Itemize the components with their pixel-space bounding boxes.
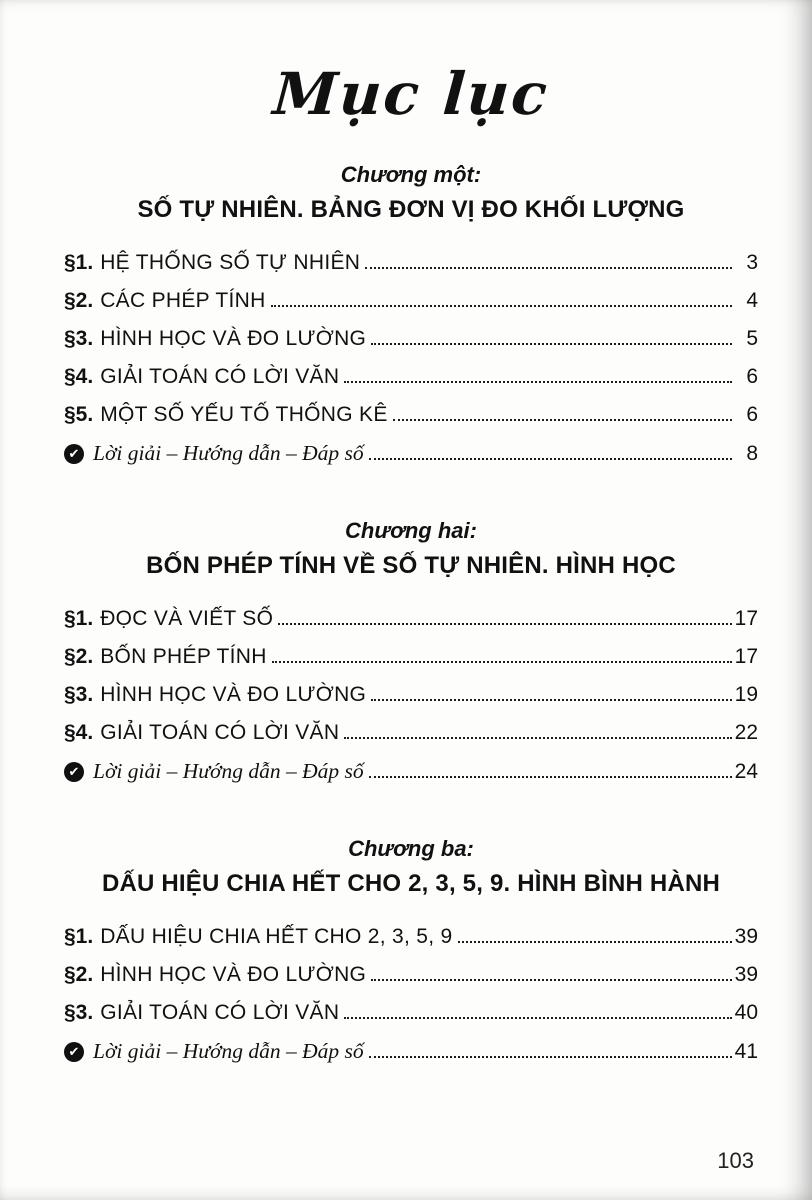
chapter-section: [64, 162, 758, 464]
entry-page-number: 39: [734, 963, 758, 986]
toc-entry: [64, 290, 758, 312]
dotted-leader: [393, 419, 732, 421]
dotted-leader: [344, 1017, 732, 1019]
entry-text: GIẢI TOÁN CÓ LỜI VĂN: [100, 721, 340, 744]
entry-text: HÌNH HỌC VÀ ĐO LƯỜNG: [100, 683, 367, 706]
solution-page-number: 41: [734, 1040, 758, 1063]
dotted-leader: [278, 623, 732, 625]
chapter-label: Chương một:: [340, 162, 482, 187]
chapter-entries: [64, 926, 758, 1062]
table-of-contents: [64, 162, 758, 1062]
solution-page-number: 8: [746, 442, 758, 465]
dotted-leader: [271, 305, 732, 307]
chapter-title: SỐ TỰ NHIÊN. BẢNG ĐƠN VỊ ĐO KHỐI LƯỢNG: [137, 196, 685, 223]
entry-prefix: §1.: [64, 607, 94, 630]
entry-text: HỆ THỐNG SỐ TỰ NHIÊN: [100, 251, 361, 274]
toc-entry: [64, 684, 758, 706]
dotted-leader: [371, 699, 732, 701]
entry-page-number: 39: [734, 925, 758, 948]
entry-text: HÌNH HỌC VÀ ĐO LƯỜNG: [100, 963, 367, 986]
entry-prefix: §3.: [64, 683, 94, 706]
toc-entry: [64, 252, 758, 274]
entry-text: CÁC PHÉP TÍNH: [100, 289, 266, 312]
entry-text: MỘT SỐ YẾU TỐ THỐNG KÊ: [100, 403, 388, 426]
entry-prefix: §4.: [64, 365, 94, 388]
dotted-leader: [272, 661, 732, 663]
entry-prefix: §2.: [64, 289, 94, 312]
entry-page-number: 40: [734, 1001, 758, 1024]
check-icon: ✔: [64, 762, 84, 782]
entry-page-number: 3: [746, 251, 758, 274]
entry-prefix: §1.: [64, 925, 94, 948]
dotted-leader: [371, 979, 732, 981]
entry-page-number: 4: [746, 289, 758, 312]
toc-entry: [64, 926, 758, 948]
entry-text: ĐỌC VÀ VIẾT SỐ: [100, 607, 274, 630]
dotted-leader: [369, 458, 732, 460]
chapter-title: BỐN PHÉP TÍNH VỀ SỐ TỰ NHIÊN. HÌNH HỌC: [146, 552, 676, 579]
entry-text: GIẢI TOÁN CÓ LỜI VĂN: [100, 365, 340, 388]
dotted-leader: [369, 776, 732, 778]
chapter-section: [64, 518, 758, 782]
toc-entry: [64, 404, 758, 426]
solution-text: Lời giải – Hướng dẫn – Đáp số: [93, 759, 364, 783]
entry-page-number: 17: [734, 645, 758, 668]
chapter-label: Chương ba:: [348, 836, 474, 861]
toc-entry: [64, 646, 758, 668]
solution-text: Lời giải – Hướng dẫn – Đáp số: [93, 1039, 364, 1063]
toc-entry: [64, 366, 758, 388]
toc-entry: [64, 964, 758, 986]
entry-prefix: §5.: [64, 403, 94, 426]
solution-page-number: 24: [734, 760, 758, 783]
entry-prefix: §3.: [64, 1001, 94, 1024]
entry-page-number: 17: [734, 607, 758, 630]
dotted-leader: [458, 941, 732, 943]
entry-text: DẤU HIỆU CHIA HẾT CHO 2, 3, 5, 9: [100, 925, 453, 948]
toc-entry: [64, 328, 758, 350]
solution-entry: [64, 1040, 758, 1062]
toc-entry: [64, 1002, 758, 1024]
dotted-leader: [344, 737, 732, 739]
chapter-section: [64, 836, 758, 1062]
entry-page-number: 5: [746, 327, 758, 350]
entry-prefix: §2.: [64, 645, 94, 668]
entry-text: GIẢI TOÁN CÓ LỜI VĂN: [100, 1001, 340, 1024]
dotted-leader: [371, 343, 732, 345]
page-title: Mục lục: [270, 60, 552, 128]
entry-text: HÌNH HỌC VÀ ĐO LƯỜNG: [100, 327, 367, 350]
chapter-entries: [64, 608, 758, 782]
solution-entry: [64, 760, 758, 782]
page-number: 103: [717, 1148, 754, 1173]
dotted-leader: [344, 381, 732, 383]
toc-entry: [64, 722, 758, 744]
entry-page-number: 6: [746, 365, 758, 388]
check-icon: ✔: [64, 444, 84, 464]
dotted-leader: [365, 267, 732, 269]
entry-page-number: 22: [734, 721, 758, 744]
dotted-leader: [369, 1056, 732, 1058]
chapter-label: Chương hai:: [345, 518, 477, 543]
solution-entry: [64, 442, 758, 464]
chapter-entries: [64, 252, 758, 464]
entry-prefix: §1.: [64, 251, 94, 274]
entry-page-number: 19: [734, 683, 758, 706]
entry-prefix: §3.: [64, 327, 94, 350]
toc-entry: [64, 608, 758, 630]
entry-prefix: §4.: [64, 721, 94, 744]
solution-text: Lời giải – Hướng dẫn – Đáp số: [93, 441, 364, 465]
entry-prefix: §2.: [64, 963, 94, 986]
entry-page-number: 6: [746, 403, 758, 426]
entry-text: BỐN PHÉP TÍNH: [100, 645, 267, 668]
chapter-title: DẤU HIỆU CHIA HẾT CHO 2, 3, 5, 9. HÌNH BÌNH HÀNH: [101, 870, 721, 897]
check-icon: ✔: [64, 1042, 84, 1062]
